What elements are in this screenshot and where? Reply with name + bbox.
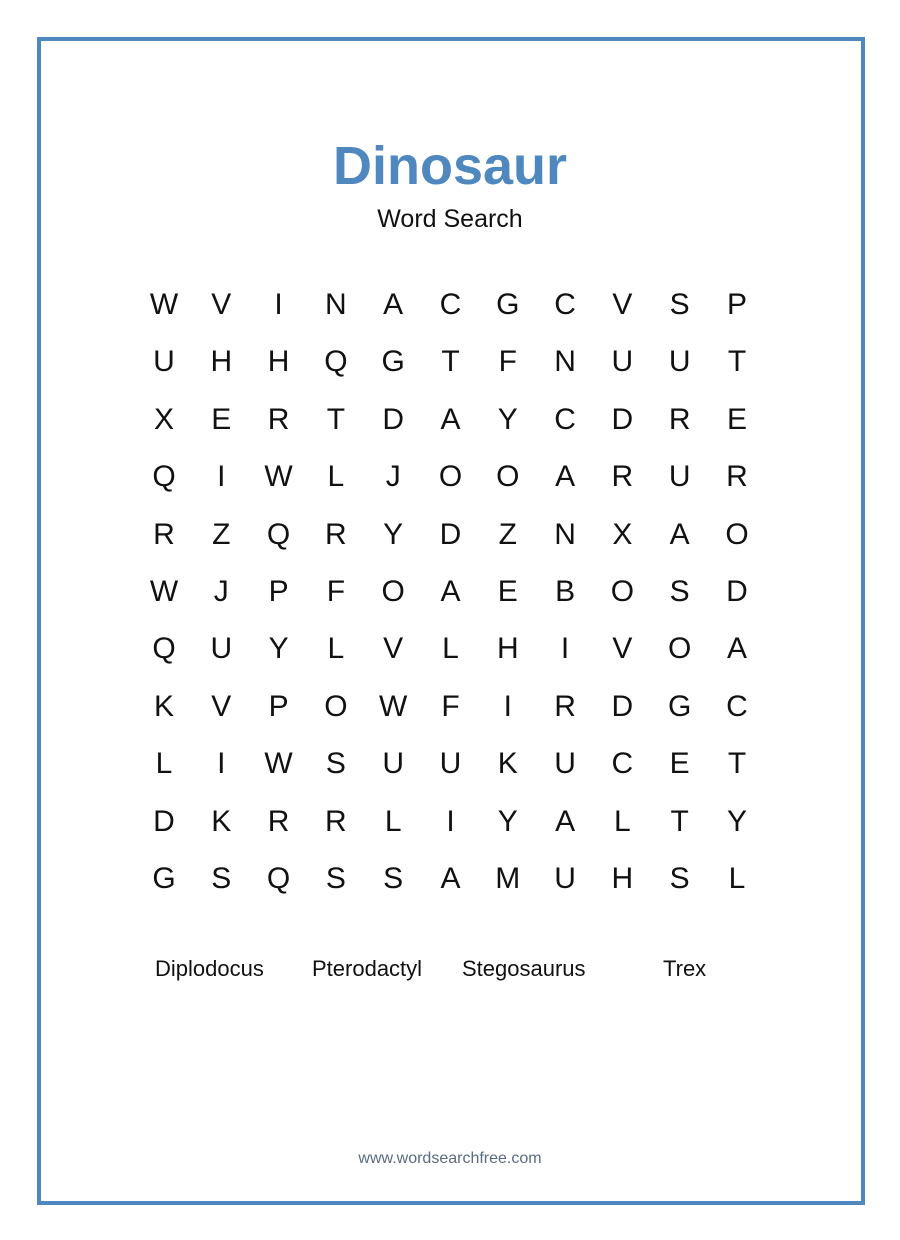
grid-letter: P (268, 689, 289, 723)
grid-letter: A (440, 862, 461, 895)
grid-letter: A (440, 575, 461, 608)
grid-letter: T (727, 747, 747, 781)
grid-letter: N (554, 517, 576, 551)
grid-letter: O (610, 575, 635, 608)
grid-letter: O (496, 460, 520, 494)
grid-letter: I (217, 747, 226, 781)
grid-letter: Q (266, 862, 291, 895)
grid-letter: Y (268, 632, 289, 666)
grid-letter: Y (383, 517, 404, 551)
grid-letter: B (555, 575, 576, 608)
grid-letter: G (152, 862, 176, 895)
grid-letter: Q (266, 517, 291, 551)
page-subtitle: Word Search (377, 205, 523, 233)
grid-letter: K (497, 747, 518, 781)
grid-letter: H (267, 345, 290, 379)
grid-letter: D (382, 402, 405, 436)
word-item: Pterodactyl (312, 956, 423, 981)
grid-letter: E (669, 747, 690, 781)
grid-letter: A (726, 632, 747, 666)
grid-letter: D (611, 402, 634, 436)
grid-letter: H (611, 862, 634, 895)
grid-letter: R (325, 517, 347, 551)
grid-letter: T (326, 402, 346, 436)
grid-letter: D (726, 575, 748, 608)
grid-letter: U (382, 747, 405, 781)
grid-letter: S (325, 862, 346, 895)
grid-letter: E (726, 402, 747, 436)
grid-letter: O (324, 689, 348, 723)
word-item: Stegosaurus (462, 956, 586, 981)
grid-letter: I (217, 460, 226, 494)
grid-letter: U (554, 862, 576, 895)
grid-letter: Q (324, 345, 348, 379)
grid-letter: I (503, 689, 512, 723)
grid-letter: T (441, 345, 460, 379)
grid-letter: U (668, 460, 691, 494)
grid-letter: F (441, 689, 460, 723)
grid-letter: L (155, 747, 173, 781)
grid-letter: T (727, 345, 747, 379)
grid-letter: C (611, 747, 634, 781)
grid-letter: L (327, 460, 345, 494)
grid-letter: W (379, 689, 408, 723)
grid-letter: S (669, 862, 690, 895)
grid-letter: S (325, 747, 346, 781)
grid-letter: K (153, 689, 174, 723)
grid-letter: L (442, 632, 459, 666)
grid-letter: S (211, 862, 232, 895)
grid-letter: W (149, 575, 179, 608)
grid-letter: W (264, 460, 293, 494)
grid-letter: O (725, 517, 749, 551)
grid-letter: P (726, 288, 747, 321)
website-footer: www.wordsearchfree.com (358, 1150, 542, 1167)
grid-letter: J (385, 460, 401, 494)
grid-letter: R (726, 460, 748, 494)
grid-letter: R (153, 517, 175, 551)
grid-letter: C (554, 402, 576, 436)
grid-letter: S (669, 288, 690, 321)
grid-letter: E (497, 575, 518, 608)
grid-letter: Z (498, 517, 517, 551)
grid-letter: V (211, 689, 232, 723)
grid-letter: R (668, 402, 691, 436)
grid-letter: V (612, 632, 633, 666)
grid-letter: U (153, 345, 175, 379)
grid-letter: A (669, 517, 690, 551)
word-item: Trex (663, 956, 707, 981)
grid-letter: O (668, 632, 692, 666)
grid-letter: I (274, 288, 283, 321)
grid-letter: J (213, 575, 229, 608)
grid-letter: N (554, 345, 576, 379)
grid-letter: Z (212, 517, 231, 551)
grid-letter: R (267, 804, 290, 838)
grid-letter: I (446, 804, 455, 838)
grid-letter: R (611, 460, 634, 494)
grid-letter: G (496, 288, 520, 321)
grid-letter: H (496, 632, 519, 666)
grid-letter: U (210, 632, 233, 666)
grid-letter: O (438, 460, 463, 494)
grid-letter: N (325, 288, 347, 321)
grid-letter: Y (726, 804, 747, 838)
grid-letter: L (728, 862, 746, 895)
grid-letter: D (153, 804, 175, 838)
grid-letter: T (670, 804, 689, 838)
grid-letter: W (264, 747, 293, 781)
grid-letter: A (440, 402, 461, 436)
grid-letter: Y (497, 402, 518, 436)
grid-letter: K (211, 804, 232, 838)
grid-letter: Q (152, 632, 176, 666)
grid-letter: U (611, 345, 634, 379)
grid-letter: Q (152, 460, 176, 494)
grid-letter: U (668, 345, 691, 379)
grid-letter: V (211, 288, 232, 321)
grid-letter: Y (497, 804, 518, 838)
grid-letter: H (210, 345, 233, 379)
grid-letter: R (267, 402, 290, 436)
page-title: Dinosaur (332, 136, 568, 196)
word-item: Diplodocus (155, 956, 264, 981)
grid-letter: F (498, 345, 517, 379)
grid-letter: R (554, 689, 576, 723)
grid-letter: C (554, 288, 576, 321)
grid-letter: W (149, 288, 179, 321)
grid-letter: A (383, 288, 404, 321)
grid-letter: U (554, 747, 576, 781)
grid-letter: G (668, 689, 692, 723)
grid-letter: A (555, 804, 576, 838)
grid-letter: P (268, 575, 289, 608)
grid-letter: F (326, 575, 346, 608)
grid-letter: A (555, 460, 576, 494)
grid-letter: S (669, 575, 690, 608)
grid-letter: L (614, 804, 631, 838)
grid-letter: M (495, 862, 521, 895)
grid-letter: C (439, 288, 462, 321)
grid-letter: D (611, 689, 634, 723)
grid-letter: D (439, 517, 462, 551)
grid-letter: V (612, 288, 633, 321)
grid-letter: C (726, 689, 748, 723)
grid-letter: V (383, 632, 404, 666)
grid-letter: I (560, 632, 570, 666)
grid-letter: L (327, 632, 345, 666)
grid-letter: U (439, 747, 462, 781)
grid-letter: X (153, 402, 174, 436)
grid-letter: L (384, 804, 402, 838)
grid-letter: E (211, 402, 232, 436)
grid-letter: O (381, 575, 405, 608)
grid-letter: S (383, 862, 404, 895)
grid-letter: X (612, 517, 633, 551)
grid-letter: G (381, 345, 405, 379)
grid-letter: R (325, 804, 347, 838)
